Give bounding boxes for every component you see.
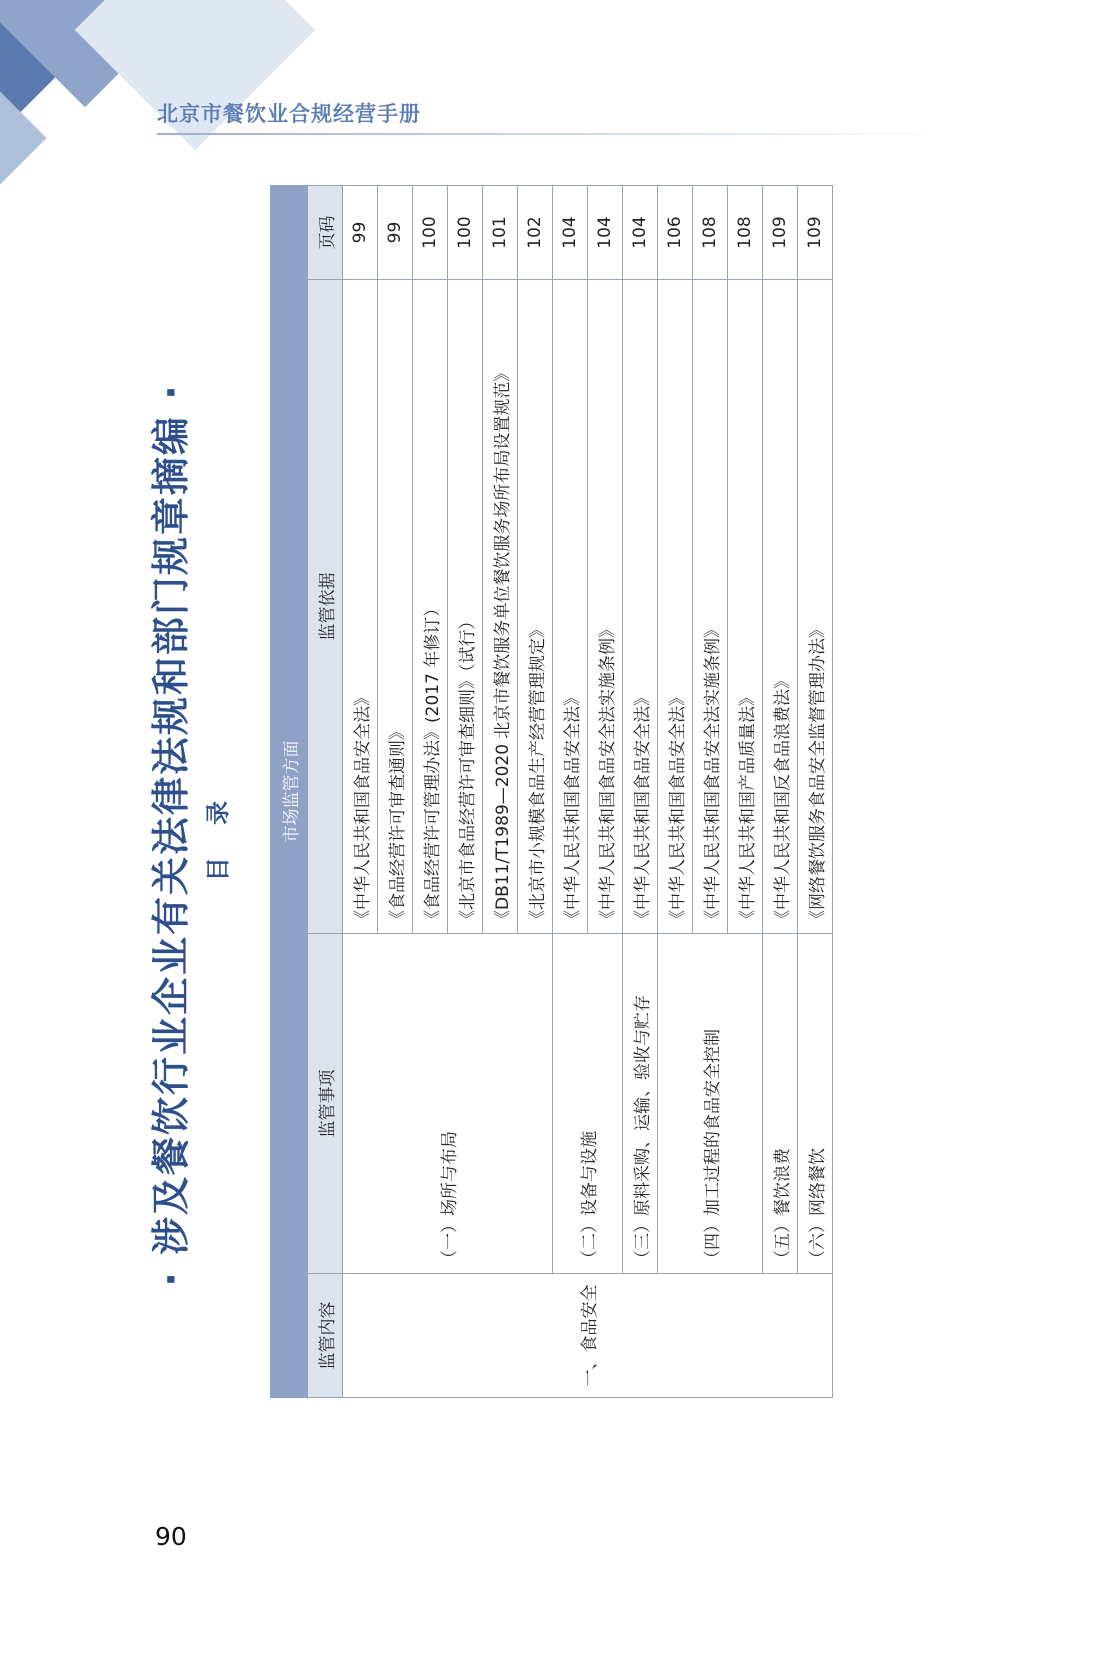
section-label: 一、食品安全 (343, 1274, 833, 1398)
regulation-basis: 《中华人民共和国食品安全法》 (623, 280, 658, 934)
header-item: 监管事项 (308, 934, 343, 1274)
regulation-basis: 《中华人民共和国食品安全法》 (343, 280, 378, 934)
main-title: · 涉及餐饮行业企业有关法律法规和部门规章摘编 · (149, 383, 193, 1287)
table-row (763, 186, 798, 1398)
regulation-basis: 《北京市食品经营许可审查细则》（试行） (448, 280, 483, 934)
regulation-basis: 《北京市小规模食品生产经营管理规定》 (518, 280, 553, 934)
table-row (798, 186, 833, 1398)
page-reference: 104 (553, 186, 588, 280)
regulation-basis: 《中华人民共和国食品安全法实施条例》 (588, 280, 623, 934)
page-reference: 106 (658, 186, 693, 280)
running-header-title: 北京市餐饮业合规经营手册 (157, 102, 421, 126)
header-content: 监管内容 (308, 1274, 343, 1398)
page-reference: 109 (798, 186, 833, 280)
regulatory-item: （六）网络餐饮 (798, 934, 833, 1274)
header-basis: 监管依据 (308, 280, 343, 934)
page-reference: 102 (518, 186, 553, 280)
regulation-basis: 《中华人民共和国食品安全法》 (553, 280, 588, 934)
rotated-content (140, 200, 870, 1470)
regulatory-item: （五）餐饮浪费 (763, 934, 798, 1274)
regulatory-item: （三）原料采购、运输、验收与贮存 (623, 934, 658, 1274)
page-reference: 108 (693, 186, 728, 280)
toc-table (270, 185, 833, 1398)
page-reference: 108 (728, 186, 763, 280)
table-row (343, 186, 378, 1398)
table-row (553, 186, 588, 1398)
header-page: 页码 (308, 186, 343, 280)
regulation-basis: 《网络餐饮服务食品安全监督管理办法》 (798, 280, 833, 934)
header-rule (157, 133, 947, 135)
regulation-basis: 《DB11/T1989—2020 北京市餐饮服务单位餐饮服务场所布局设置规范》 (483, 280, 518, 934)
regulation-basis: 《中华人民共和国食品安全法》 (658, 280, 693, 934)
regulatory-item: （二）设备与设施 (553, 934, 623, 1274)
page-reference: 104 (623, 186, 658, 280)
page-reference: 109 (763, 186, 798, 280)
regulatory-item: （一）场所与布局 (343, 934, 553, 1274)
page-number: 90 (155, 1522, 187, 1551)
table-row (658, 186, 693, 1398)
regulation-basis: 《中华人民共和国产品质量法》 (728, 280, 763, 934)
page-reference: 101 (483, 186, 518, 280)
page-reference: 99 (343, 186, 378, 280)
regulation-basis: 《食品经营许可审查通则》 (378, 280, 413, 934)
page-reference: 99 (378, 186, 413, 280)
regulation-basis: 《食品经营许可管理办法》(2017 年修订） (413, 280, 448, 934)
page-reference: 100 (413, 186, 448, 280)
table-row (623, 186, 658, 1398)
table-band-row (271, 186, 308, 1398)
toc-subtitle: 目 录 (204, 788, 232, 882)
regulatory-item: （四）加工过程的食品安全控制 (658, 934, 763, 1274)
table-header-row (308, 186, 343, 1398)
regulation-basis: 《中华人民共和国食品安全法实施条例》 (693, 280, 728, 934)
regulation-basis: 《中华人民共和国反食品浪费法》 (763, 280, 798, 934)
page-reference: 100 (448, 186, 483, 280)
band-label: 市场监管方面 (271, 186, 308, 1398)
page-reference: 104 (588, 186, 623, 280)
